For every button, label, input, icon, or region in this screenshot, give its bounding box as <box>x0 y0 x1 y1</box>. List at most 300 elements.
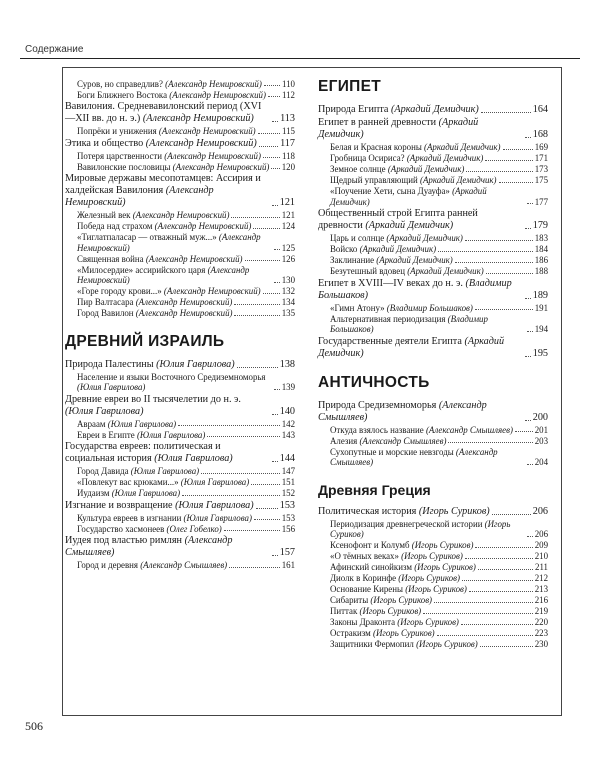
dot-leader <box>272 121 278 122</box>
toc-entry-title: Железный век (Александр Немировский) <box>77 210 230 221</box>
dot-leader <box>462 580 533 581</box>
toc-entry-author: (Александр Немировский) <box>154 221 252 232</box>
dot-leader <box>527 464 533 465</box>
dot-leader <box>438 251 533 252</box>
toc-entry-page: 204 <box>534 457 548 468</box>
toc-entry-author: (Аркадий Демидчик) <box>406 153 484 164</box>
toc-entry-page: 157 <box>279 547 295 559</box>
toc-entry-author: (Александр Немировский) <box>169 89 266 100</box>
toc-entry-title: Законы Драконта (Игорь Суриков) <box>330 617 459 628</box>
toc-entry-author: (Александр Немировский) <box>142 113 254 125</box>
toc-entry-page: 147 <box>281 466 295 477</box>
right-column <box>318 78 548 650</box>
dot-leader <box>274 249 280 250</box>
toc-entry-title: Щедрый управляющий (Аркадий Демидчик) <box>330 175 497 186</box>
toc-entry-page: 183 <box>534 233 548 244</box>
running-head: Содержание <box>25 44 84 55</box>
toc-entry <box>318 266 548 277</box>
toc-entry <box>318 164 548 175</box>
toc-entry-page: 117 <box>280 137 295 149</box>
toc-entry-title: Евреи в Египте (Юлия Гаврилова) <box>77 429 206 440</box>
toc-entry <box>318 278 548 302</box>
dot-leader <box>274 282 280 283</box>
toc-list-egypt <box>318 104 548 360</box>
toc-entry-page: 230 <box>534 639 548 650</box>
toc-entry-page: 223 <box>534 628 548 639</box>
dot-leader <box>465 558 533 559</box>
toc-entry-author: (Аркадий Демидчик) <box>330 186 487 207</box>
toc-entry-page: 191 <box>534 302 548 313</box>
toc-entry-author: (Юлия Гаврилова) <box>130 466 200 477</box>
toc-entry-page: 132 <box>281 286 295 297</box>
toc-entry-author: (Александр Смышляев) <box>318 399 487 423</box>
toc-entry-title: Природа Палестины (Юлия Гаврилова) <box>65 358 235 370</box>
toc-entry-page: 140 <box>279 405 295 417</box>
toc-entry-page: 135 <box>281 308 295 319</box>
toc-entry-page: 139 <box>281 382 295 393</box>
toc-entry-author: (Александр Немировский) <box>132 210 230 221</box>
toc-entry-title: Питтак (Игорь Суриков) <box>330 606 422 617</box>
dot-leader <box>251 484 280 485</box>
toc-entry-author: (Игорь Суриков) <box>414 562 476 573</box>
toc-entry-title: Египет в ранней древности (Аркадий Демидчик) <box>318 117 479 141</box>
dot-leader <box>525 228 531 229</box>
toc-entry-author: (Юлия Гаврилова) <box>156 358 235 370</box>
dot-leader <box>492 514 531 515</box>
toc-entry-author: (Игорь Суриков) <box>411 540 474 551</box>
toc-entry-page: 153 <box>279 499 295 511</box>
dot-leader <box>258 133 280 134</box>
dot-leader <box>485 160 532 161</box>
toc-entry-title: Иудея под властью римлян (Александр Смышляев) <box>65 535 233 559</box>
toc-entry-author: (Александр Немировский) <box>77 264 250 286</box>
toc-entry-title: Древние евреи во II тысячелетии до н. э. (Юлия Гаврилова) <box>65 393 241 417</box>
dot-leader <box>461 624 533 625</box>
section-heading-israel: ДРЕВНИЙ ИЗРАИЛЬ <box>65 332 225 350</box>
toc-entry-page: 151 <box>281 477 295 488</box>
toc-entry <box>318 436 548 447</box>
dot-leader <box>481 112 531 113</box>
dot-leader <box>423 613 533 614</box>
toc-entry-author: (Александр Немировский) <box>135 297 233 308</box>
dot-leader <box>201 473 280 474</box>
toc-entry-title: Государственные деятели Египта (Аркадий Демидчик) <box>318 335 505 359</box>
toc-entry-author: (Александр Немировский) <box>77 232 261 253</box>
dot-leader <box>475 547 532 548</box>
toc-entry-title: Общественный строй Египта ранней древности (Аркадий Демидчик) <box>318 208 478 232</box>
toc-entry-title: Город Вавилон (Александр Немировский) <box>77 308 233 319</box>
toc-entry-author: (Аркадий Демидчик) <box>376 255 453 266</box>
toc-entry-author: (Александр Смышляев) <box>330 446 498 468</box>
toc-entry-page: 175 <box>534 175 548 186</box>
toc-entry-author: (Владимир Большаков) <box>318 277 512 301</box>
toc-list-israel <box>65 359 295 571</box>
toc-entry-title: Город Давида (Юлия Гаврилова) <box>77 466 200 477</box>
toc-entry-page: 179 <box>532 220 548 232</box>
toc-entry-page: 173 <box>534 164 548 175</box>
toc-entry <box>318 606 548 617</box>
toc-entry-page: 130 <box>281 275 295 286</box>
dot-leader <box>503 149 533 150</box>
toc-entry <box>65 297 295 308</box>
toc-entry-page: 171 <box>534 153 548 164</box>
dot-leader <box>237 367 278 368</box>
toc-entry-title: Культура евреев в изгнании (Юлия Гаврилова) <box>77 512 252 523</box>
toc-entry-author: (Владимир Большаков) <box>386 302 473 313</box>
toc-entry-page: 115 <box>282 126 295 137</box>
toc-entry <box>318 175 548 186</box>
toc-entry-title: Победа над страхом (Александр Немировский) <box>77 221 252 232</box>
dot-leader <box>466 171 532 172</box>
toc-entry <box>65 477 295 488</box>
toc-entry <box>318 562 548 573</box>
dot-leader <box>478 569 533 570</box>
toc-entry-title: Этика и общество (Александр Немировский) <box>65 137 257 149</box>
dot-leader <box>434 602 533 603</box>
toc-entry-author: (Юлия Гаврилова) <box>77 382 146 393</box>
toc-entry <box>65 535 295 559</box>
toc-entry <box>318 628 548 639</box>
toc-entry-title: Природа Египта (Аркадий Демидчик) <box>318 104 479 115</box>
dot-leader <box>272 414 278 415</box>
dot-leader <box>229 567 280 568</box>
header-rule <box>20 58 580 59</box>
dot-leader <box>455 262 533 263</box>
toc-entry-author: (Игорь Суриков) <box>397 617 459 628</box>
toc-entry <box>318 142 548 153</box>
toc-entry-title: Природа Средиземноморья (Александр Смышляев) <box>318 399 487 423</box>
toc-entry <box>65 90 295 101</box>
toc-entry-title: Периодизация древнегреческой истории (Игорь Суриков) <box>330 518 511 540</box>
toc-entry-author: (Юлия Гаврилова) <box>111 488 181 499</box>
toc-entry-author: (Александр Смышляев) <box>359 435 447 446</box>
toc-entry-title: Защитники Фермопил (Игорь Суриков) <box>330 639 478 650</box>
toc-entry-page: 121 <box>281 210 295 221</box>
toc-entry <box>318 540 548 551</box>
toc-entry-author: (Игорь Суриков) <box>373 628 435 639</box>
toc-entry <box>318 303 548 314</box>
dot-leader <box>515 431 533 432</box>
dot-leader <box>527 536 533 537</box>
toc-entry-author: (Аркадий Демидчик) <box>386 233 463 244</box>
toc-entry-page: 152 <box>281 488 295 499</box>
toc-entry-title: «Горе городу крови...» (Александр Немировский) <box>77 286 261 297</box>
toc-entry-author: (Александр Немировский) <box>145 253 243 264</box>
dot-leader <box>527 203 533 204</box>
toc-entry-page: 113 <box>280 113 295 125</box>
dot-leader <box>274 389 280 390</box>
toc-entry-page: 120 <box>281 161 295 172</box>
toc-entry <box>65 79 295 90</box>
dot-leader <box>263 293 280 294</box>
toc-entry-page: 118 <box>282 150 295 161</box>
toc-entry-author: (Александр Смышляев) <box>140 560 228 571</box>
toc-entry-title: Город и деревня (Александр Смышляев) <box>77 560 228 571</box>
toc-entry-author: (Александр Смышляев) <box>425 424 513 435</box>
left-column <box>65 78 295 571</box>
toc-entry-author: (Игорь Суриков) <box>359 606 422 617</box>
toc-entry-page: 156 <box>281 523 295 534</box>
toc-list-antiquity <box>318 400 548 468</box>
toc-entry-page: 186 <box>534 255 548 266</box>
dot-leader <box>268 96 280 97</box>
toc-entry-author: (Юлия Гаврилова) <box>175 499 254 511</box>
toc-entry <box>65 210 295 221</box>
toc-entry-author: (Аркадий Демидчик) <box>424 142 501 153</box>
toc-entry <box>65 466 295 477</box>
toc-entry-author: (Игорь Суриков) <box>330 518 511 540</box>
toc-entry-page: 144 <box>279 453 295 465</box>
toc-entry <box>318 425 548 436</box>
toc-entry <box>65 265 295 286</box>
toc-entry-author: (Александр Немировский) <box>145 137 257 149</box>
toc-entry-author: (Игорь Суриков) <box>401 551 463 562</box>
toc-entry <box>65 441 295 465</box>
toc-entry-author: (Аркадий Демидчик) <box>420 175 497 186</box>
toc-entry-page: 125 <box>281 242 295 253</box>
toc-entry-title: Гробница Осириса? (Аркадий Демидчик) <box>330 153 484 164</box>
toc-entry-page: 194 <box>534 324 548 335</box>
toc-entry <box>318 244 548 255</box>
toc-entry-title: Священная война (Александр Немировский) <box>77 253 243 264</box>
toc-entry-title: «О тёмных веках» (Игорь Суриков) <box>330 551 463 562</box>
toc-entry-page: 134 <box>281 297 295 308</box>
toc-entry-title: Население и языки Восточного Средиземноморья (Юлия Гаврилова) <box>77 371 266 393</box>
dot-leader <box>256 508 278 509</box>
toc-entry-author: (Аркадий Демидчик) <box>318 117 479 141</box>
toc-entry-author: (Юлия Гаврилова) <box>136 429 206 440</box>
toc-entry <box>318 519 548 540</box>
toc-entry <box>65 513 295 524</box>
toc-entry-author: (Владимир Большаков) <box>330 313 488 335</box>
dot-leader <box>182 495 280 496</box>
toc-entry-title: Попрёки и унижения (Александр Немировский) <box>77 126 256 137</box>
toc-entry <box>318 117 548 141</box>
toc-entry-title: Вавилония. Средневавилонский период (XVI—XII вв. до н. э.) (Александр Немировский) <box>65 101 262 125</box>
toc-entry <box>65 500 295 512</box>
toc-entry <box>65 419 295 430</box>
toc-entry-title: Войско (Аркадий Демидчик) <box>330 244 437 255</box>
dot-leader <box>525 137 531 138</box>
dot-leader <box>525 356 531 357</box>
toc-entry-author: (Игорь Суриков) <box>370 595 433 606</box>
toc-entry-title: Диолк в Коринфе (Игорь Суриков) <box>330 573 460 584</box>
toc-entry-page: 206 <box>534 529 548 540</box>
toc-entry <box>65 286 295 297</box>
toc-entry-author: (Игорь Суриков) <box>398 573 460 584</box>
toc-entry-author: (Игорь Суриков) <box>405 584 467 595</box>
toc-entry-author: (Александр Немировский) <box>164 150 261 161</box>
toc-entry <box>318 153 548 164</box>
toc-entry <box>318 186 548 207</box>
toc-entry-author: (Юлия Гаврилова) <box>107 418 177 429</box>
dot-leader <box>263 157 280 158</box>
dot-leader <box>245 260 280 261</box>
dot-leader <box>253 228 279 229</box>
toc-entry <box>65 372 295 393</box>
dot-leader <box>499 182 533 183</box>
toc-entry-page: 206 <box>532 505 548 517</box>
toc-entry-page: 200 <box>532 411 548 423</box>
dot-leader <box>486 273 533 274</box>
dot-leader <box>475 309 533 310</box>
toc-entry-author: (Александр Немировский) <box>65 185 214 209</box>
toc-entry-page: 126 <box>281 253 295 264</box>
toc-entry-page: 195 <box>532 347 548 359</box>
toc-entry-page: 219 <box>534 606 548 617</box>
toc-entry-title: «Милосердие» ассирийского царя (Александр Немировский) <box>77 264 250 286</box>
toc-entry-title: «Тиглатпаласар — отважный муж...» (Александр Немировский) <box>77 232 261 253</box>
dot-leader <box>469 591 533 592</box>
dot-leader <box>259 146 278 147</box>
toc-entry-page: 168 <box>532 129 548 141</box>
toc-entry <box>318 595 548 606</box>
toc-entry <box>65 524 295 535</box>
toc-entry-title: Белая и Красная короны (Аркадий Демидчик) <box>330 142 501 153</box>
dot-leader <box>272 205 278 206</box>
toc-entry-title: Египет в XVIII—IV веках до н. э. (Владимир Большаков) <box>318 277 512 301</box>
toc-entry-author: (Юлия Гаврилова) <box>180 477 250 488</box>
toc-entry-page: 142 <box>281 418 295 429</box>
dot-leader <box>448 442 532 443</box>
toc-entry-title: Потеря царственности (Александр Немировский) <box>77 150 261 161</box>
toc-entry <box>65 162 295 173</box>
toc-entry <box>318 447 548 468</box>
toc-entry <box>318 233 548 244</box>
page-number: 506 <box>25 719 43 733</box>
toc-entry-title: Остракизм (Игорь Суриков) <box>330 628 435 639</box>
toc-entry-page: 189 <box>532 289 548 301</box>
toc-entry-page: 184 <box>534 244 548 255</box>
toc-entry <box>318 336 548 360</box>
toc-entry-author: (Аркадий Демидчик) <box>318 335 505 359</box>
toc-entry <box>318 573 548 584</box>
toc-entry-author: (Александр Немировский) <box>158 126 256 137</box>
toc-entry <box>65 126 295 137</box>
toc-entry-author: (Игорь Суриков) <box>416 639 478 650</box>
dot-leader <box>480 646 533 647</box>
toc-entry-title: Боги Ближнего Востока (Александр Немировский) <box>77 89 266 100</box>
section-heading-greece: Древняя Греция <box>318 481 431 498</box>
toc-entry <box>65 488 295 499</box>
toc-entry-page: 169 <box>534 142 548 153</box>
toc-entry-title: «Гимн Атону» (Владимир Большаков) <box>330 302 473 313</box>
dot-leader <box>234 315 279 316</box>
toc-entry <box>65 394 295 418</box>
toc-entry-author: (Аркадий Демидчик) <box>387 164 465 175</box>
toc-entry <box>65 430 295 441</box>
toc-entry-title: Иудаизм (Юлия Гаврилова) <box>77 488 181 499</box>
dot-leader <box>254 519 280 520</box>
toc-entry-page: 153 <box>281 512 295 523</box>
dot-leader <box>207 436 279 437</box>
toc-entry <box>65 101 295 125</box>
toc-entry-title: Алезия (Александр Смышляев) <box>330 435 447 446</box>
toc-entry-title: Мировые державы месопотамцев: Ассирия и халдейская Вавилония (Александр Немировский) <box>65 173 261 209</box>
toc-entry-title: Суров, но справедлив? (Александр Немировский) <box>77 78 262 89</box>
toc-entry-title: «Повлекут вас крюками...» (Юлия Гаврилова) <box>77 477 250 488</box>
toc-entry <box>318 208 548 232</box>
toc-entry <box>318 314 548 335</box>
toc-entry-title: Ксенофонт и Колумб (Игорь Суриков) <box>330 540 474 551</box>
toc-entry <box>318 506 548 518</box>
toc-entry-title: Вавилонские пословицы (Александр Немировский) <box>77 161 270 172</box>
toc-entry-page: 201 <box>534 424 548 435</box>
toc-entry <box>65 254 295 265</box>
toc-entry-title: Откуда взялось название (Александр Смышляев) <box>330 424 513 435</box>
toc-entry-page: 164 <box>532 104 548 115</box>
toc-entry-author: (Аркадий Демидчик) <box>391 104 479 115</box>
toc-entry-page: 112 <box>282 89 295 100</box>
toc-entry <box>318 639 548 650</box>
dot-leader <box>437 635 533 636</box>
toc-entry-author: (Аркадий Демидчик) <box>407 266 484 277</box>
toc-entry <box>318 400 548 424</box>
toc-entry-title: Изгнание и возвращение (Юлия Гаврилова) <box>65 499 254 511</box>
dot-leader <box>527 331 533 332</box>
toc-entry-page: 210 <box>534 551 548 562</box>
dot-leader <box>525 298 531 299</box>
toc-entry <box>318 551 548 562</box>
toc-entry-title: Сухопутные и морские невзгоды (Александр Смышляев) <box>330 446 498 468</box>
toc-entry-title: Авраам (Юлия Гаврилова) <box>77 418 177 429</box>
toc-entry <box>65 560 295 571</box>
toc-entry-page: 220 <box>534 617 548 628</box>
dot-leader <box>272 555 278 556</box>
toc-entry-author: (Александр Немировский) <box>165 78 262 89</box>
toc-entry <box>65 173 295 209</box>
toc-entry-title: Политическая история (Игорь Суриков) <box>318 505 490 517</box>
toc-entry <box>65 221 295 232</box>
toc-entry-page: 161 <box>281 560 295 571</box>
toc-entry <box>318 255 548 266</box>
dot-leader <box>231 217 279 218</box>
toc-entry-author: (Аркадий Демидчик) <box>365 220 454 232</box>
toc-entry-page: 209 <box>534 540 548 551</box>
toc-entry-title: Альтернативная периодизация (Владимир Большаков) <box>330 313 488 335</box>
toc-entry-page: 138 <box>279 358 295 370</box>
toc-entry-title: «Поучение Хети, сына Дуауфа» (Аркадий Демидчик) <box>330 186 487 207</box>
dot-leader <box>178 425 280 426</box>
toc-entry-author: (Аркадий Демидчик) <box>359 244 437 255</box>
toc-entry-title: Афинский синойкизм (Игорь Суриков) <box>330 562 476 573</box>
dot-leader <box>234 304 279 305</box>
toc-entry-author: (Юлия Гаврилова) <box>154 453 233 465</box>
toc-entry-title: Царь и солнце (Аркадий Демидчик) <box>330 233 463 244</box>
section-heading-antiquity: АНТИЧНОСТЬ <box>318 373 430 391</box>
toc-entry <box>65 308 295 319</box>
dot-leader <box>525 420 531 421</box>
dot-leader <box>465 240 533 241</box>
section-heading-egypt: ЕГИПЕТ <box>318 78 382 95</box>
toc-entry <box>318 617 548 628</box>
toc-entry-page: 143 <box>281 429 295 440</box>
toc-entry-title: Пир Валтасара (Александр Немировский) <box>77 297 233 308</box>
toc-entry <box>65 232 295 253</box>
toc-entry <box>65 151 295 162</box>
toc-entry-author: (Александр Смышляев) <box>65 535 233 559</box>
dot-leader <box>272 461 278 462</box>
toc-entry-page: 124 <box>281 221 295 232</box>
toc-entry-title: Земное солнце (Аркадий Демидчик) <box>330 164 465 175</box>
toc-list-greece <box>318 506 548 650</box>
toc-entry-page: 121 <box>279 197 295 209</box>
toc-entry <box>65 359 295 371</box>
toc-entry-page: 110 <box>282 78 295 89</box>
dot-leader <box>264 85 280 86</box>
toc-entry-page: 213 <box>534 584 548 595</box>
toc-entry-author: (Юлия Гаврилова) <box>65 405 144 417</box>
